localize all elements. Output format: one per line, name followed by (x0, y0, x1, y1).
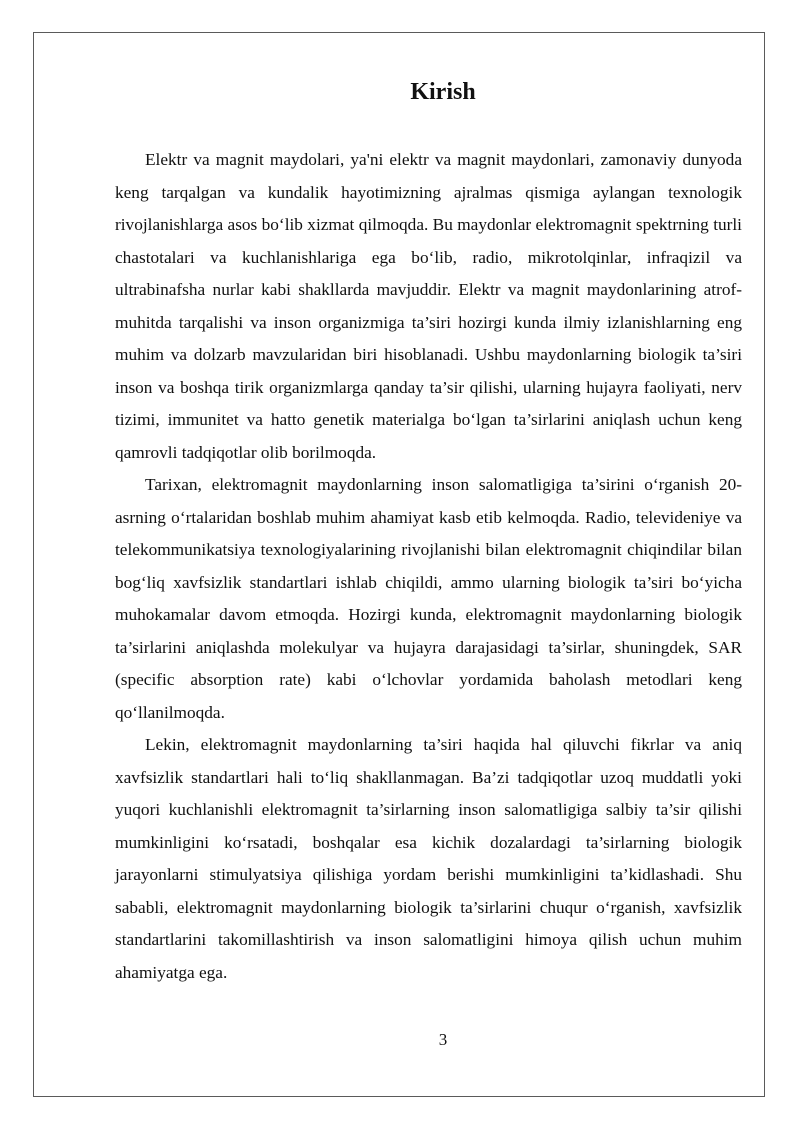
page-number: 3 (438, 1030, 448, 1049)
paragraph-2: Tarixan, elektromagnit maydonlarning inson salomatligiga ta’sirini o‘rganish 20-asrning o‘rtalaridan boshlab muhim ahamiyat kasb etib kelmoqda. Radio, televideniye va telekommunikatsiya texnologiyalarining rivojlanishi bilan elektromagnit chiqindilar bilan bog‘liq xavfsizlik standartlari ishlab chiqildi, ammo ularning biologik ta’siri bo‘yicha muhokamalar davom etmoqda. Hozirgi kunda, elektromagnit maydonlarning biologik ta’sirlarini aniqlashda molekulyar va hujayra darajasidagi ta’sirlar, shuningdek, SAR (specific absorption rate) kabi o‘lchovlar yordamida baholash metodlari keng qo‘llanilmoqda. (115, 475, 742, 722)
paragraph-1: Elektr va magnit maydolari, ya'ni elektr va magnit maydonlari, zamonaviy dunyoda keng tarqalgan va kundalik hayotimizning ajralmas qismiga aylangan texnologik rivojlanishlarga asos bo‘lib xizmat qilmoqda. Bu maydonlar elektromagnit spektrning turli chastotalari va kuchlanishlariga ega bo‘lib, radio, mikrotolqinlar, infraqizil va ultrabinafsha nurlar kabi shakllarda mavjuddir. Elektr va magnit maydonlarining atrof-muhitda tarqalishi va inson organizmiga ta’siri hozirgi kunda ilmiy izlanishlarning eng muhim va dolzarb mavzularidan biri hisoblanadi. Ushbu maydonlarning biologik ta’siri inson va boshqa tirik organizmlarga qanday ta’sir qilishi, ularning hujayra faoliyati, nerv tizimi, immunitet va hatto genetik materialga bo‘lgan ta’sirlarini aniqlash uchun keng qamrovli tadqiqotlar olib borilmoqda. (115, 150, 742, 462)
document-body (115, 144, 742, 989)
page-title: Kirish (410, 79, 476, 105)
paragraph-3: Lekin, elektromagnit maydonlarning ta’siri haqida hal qiluvchi fikrlar va aniq xavfsizlik standartlari hali to‘liq shakllanmagan. Ba’zi tadqiqotlar uzoq muddatli yoki yuqori kuchlanishli elektromagnit ta’sirlarning inson salomatligiga salbiy ta’sir qilishi mumkinligini ko‘rsatadi, boshqalar esa kichik dozalardagi ta’sirlarning biologik jarayonlarni stimulyatsiya qilishiga yordam berishi mumkinligini ta’kidlashadi. Shu sababli, elektromagnit maydonlarning biologik ta’sirlarini chuqur o‘rganish, xavfsizlik standartlarini takomillashtirish va inson salomatligini himoya qilish uchun muhim ahamiyatga ega. (115, 735, 742, 982)
